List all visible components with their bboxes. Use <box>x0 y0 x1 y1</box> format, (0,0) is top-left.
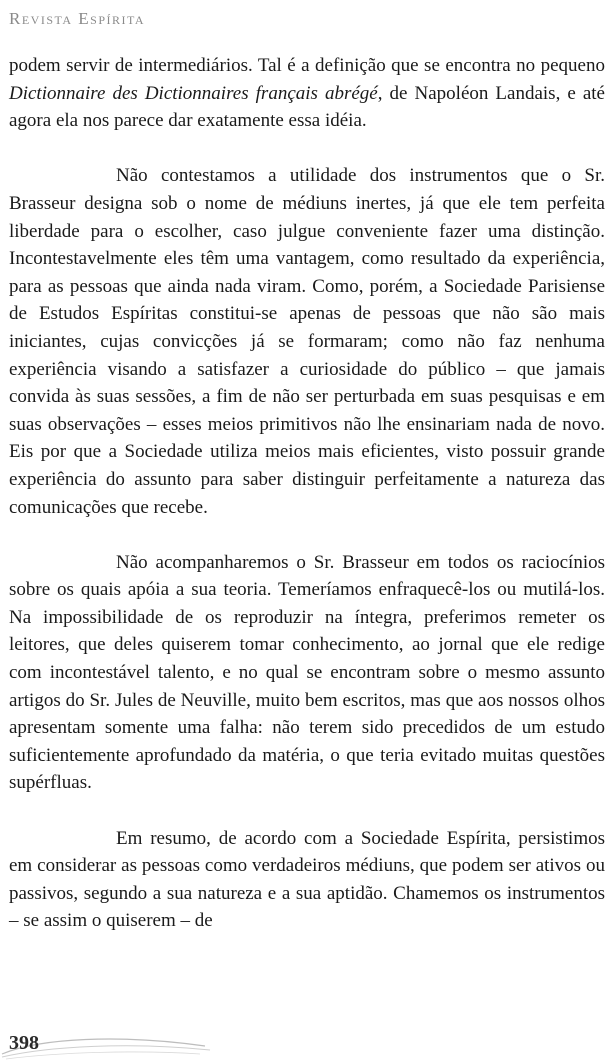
page-number: 398 <box>9 1032 39 1054</box>
paragraph-3: Não acompanharemos o Sr. Brasseur em todos os raciocínios sobre os quais apóia a sua teoria. Temeríamos enfraquecê-los ou mutilá-los. Na impossibilidade de os reproduzir na íntegra, preferimos remeter os leitores, que deles quiserem tomar conhecimento, ao jornal que ele redige com incontestável talento, e no qual se encontram sobre o mesmo assunto artigos do Sr. Jules de Neuville, muito bem escritos, mas que aos nossos olhos apresentam somente uma falha: não terem sido precedidos de um estudo suficientemente aprofundado da matéria, o que teria evitado muitas questões supérfluas. <box>9 551 605 794</box>
paragraph-4: Em resumo, de acordo com a Sociedade Espírita, persistimos em considerar as pessoas como verdadeiros médiuns, que podem ser ativos ou passivos, segundo a sua natureza e a sua aptidão. Chamemos os instrumentos – se assim o quiserem – de <box>9 827 605 932</box>
paragraph-1-start: podem servir de intermediários. Tal é a definição que se encontra no pequeno <box>9 55 605 76</box>
body-text <box>9 52 605 935</box>
page-footer <box>0 1026 611 1061</box>
paragraph-1 <box>9 52 605 135</box>
paragraph-1-end: , de Napoléon Landais, e até agora ela nos parece dar exatamente essa idéia. <box>9 82 605 132</box>
paragraph-2: Não contestamos a utilidade dos instrumentos que o Sr. Brasseur designa sob o nome de médiuns inertes, já que ele tem perfeita liberdade para o escolher, caso julgue conveniente fazer uma distinção. Incontestavelmente eles têm uma vantagem, como resultado da experiência, para as pessoas que ainda nada viram. Como, porém, a Sociedade Parisiense de Estudos Espíritas constitui-se apenas de pessoas que não são mais iniciantes, cujas convicções já se formaram; como não faz nenhuma experiência visando a satisfazer a curiosidade do público – que jamais convida às suas sessões, a fim de não ser perturbada em suas pesquisas e em suas observações – esses meios primitivos não lhe ensinariam nada de novo. Eis por que a Sociedade utiliza meios mais eficientes, visto possuir grande experiência do assunto para saber distinguir perfeitamente a natureza das comunicações que recebe. <box>9 165 605 518</box>
running-head: Revista Espírita <box>9 9 146 28</box>
book-title: Dictionnaire des Dictionnaires français abrégé <box>9 82 378 104</box>
